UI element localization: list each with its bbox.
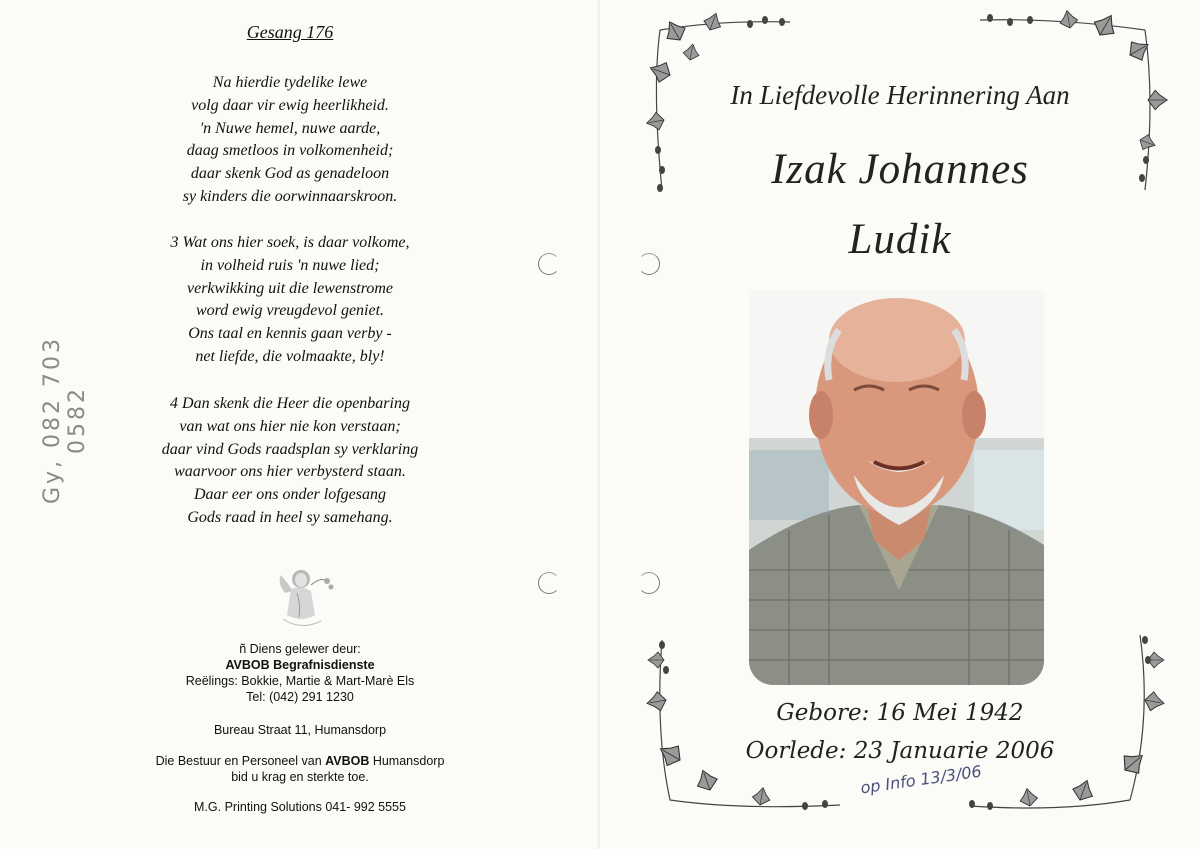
punch-hole — [638, 253, 660, 275]
service-by-text: ñ Diens gelewer deur: — [239, 642, 361, 656]
date-of-birth: Gebore: 16 Mei 1942 — [776, 700, 1024, 726]
company-name: AVBOB Begrafnisdienste — [225, 658, 375, 672]
staff-line-post: Humansdorp — [369, 754, 445, 768]
punch-hole — [538, 253, 560, 275]
date-of-death: Oorlede: 23 Januarie 2006 — [745, 738, 1055, 764]
punch-hole — [538, 572, 560, 594]
verse-line: daar vind Gods raadsplan sy verklaring — [161, 440, 419, 458]
verse-line: 4 Dan skenk die Heer die openbaring — [170, 395, 410, 412]
verse-line: in volheid ruis 'n nuwe lied; — [200, 256, 380, 274]
handwritten-phone-note: Gy, 082 703 0582 — [40, 335, 90, 505]
angel-illustration — [271, 565, 341, 633]
right-page — [600, 0, 1200, 849]
verse-line: 3 Wat ons hier soek, is daar volkome, — [170, 234, 410, 251]
funeral-credits — [0, 641, 600, 705]
deceased-portrait-photo — [749, 290, 1044, 685]
handwritten-annotation: op Info 13/3/06 — [859, 761, 983, 798]
printer-text: M.G. Printing Solutions 041- 992 5555 — [194, 800, 406, 814]
deceased-surname: Ludik — [848, 216, 952, 263]
verse-line: Daar eer ons onder lofgesang — [194, 486, 386, 504]
verse-line: verkwikking uit die lewenstrome — [186, 279, 393, 297]
verse-line: daag smetloos in volkomenheid; — [186, 142, 394, 160]
verse-line: word ewig vreugdevol geniet. — [195, 302, 385, 320]
verse-line: net liefde, die volmaakte, bly! — [195, 347, 385, 365]
deceased-first-names: Izak Johannes — [771, 146, 1029, 193]
verse-line: Gods raad in heel sy samehang. — [187, 508, 393, 526]
verse-line: Na hierdie tydelike lewe — [212, 74, 368, 91]
memorial-heading: In Liefdevolle Herinnering Aan — [730, 80, 1070, 110]
telephone-text: Tel: (042) 291 1230 — [246, 690, 354, 704]
staff-line-pre: Die Bestuur en Personeel van — [155, 754, 326, 768]
hymn-title: Gesang 176 — [246, 22, 334, 42]
verse-line: sy kinders die oorwinnaarskroon. — [182, 187, 398, 205]
verse-line: Ons taal en kennis gaan verby - — [188, 325, 392, 343]
verse-line: volg daar vir ewig heerlikheid. — [191, 96, 389, 114]
hymn-stanza-1 — [0, 72, 580, 209]
punch-hole — [638, 572, 660, 594]
verse-line: 'n Nuwe hemel, nuwe aarde, — [199, 119, 381, 137]
staff-message — [0, 753, 600, 785]
staff-line-bold: AVBOB — [325, 754, 370, 768]
verse-line: waarvoor ons hier verbysterd staan. — [174, 463, 406, 481]
verse-line: daar skenk God as genadeloon — [190, 165, 390, 183]
arrangements-text: Reëlings: Bokkie, Martie & Mart-Marè Els — [185, 674, 415, 688]
address-text: Bureau Straat 11, Humansdorp — [213, 723, 387, 737]
staff-line-2: bid u krag en sterkte toe. — [231, 770, 369, 784]
verse-line: van wat ons hier nie kon verstaan; — [179, 417, 401, 435]
